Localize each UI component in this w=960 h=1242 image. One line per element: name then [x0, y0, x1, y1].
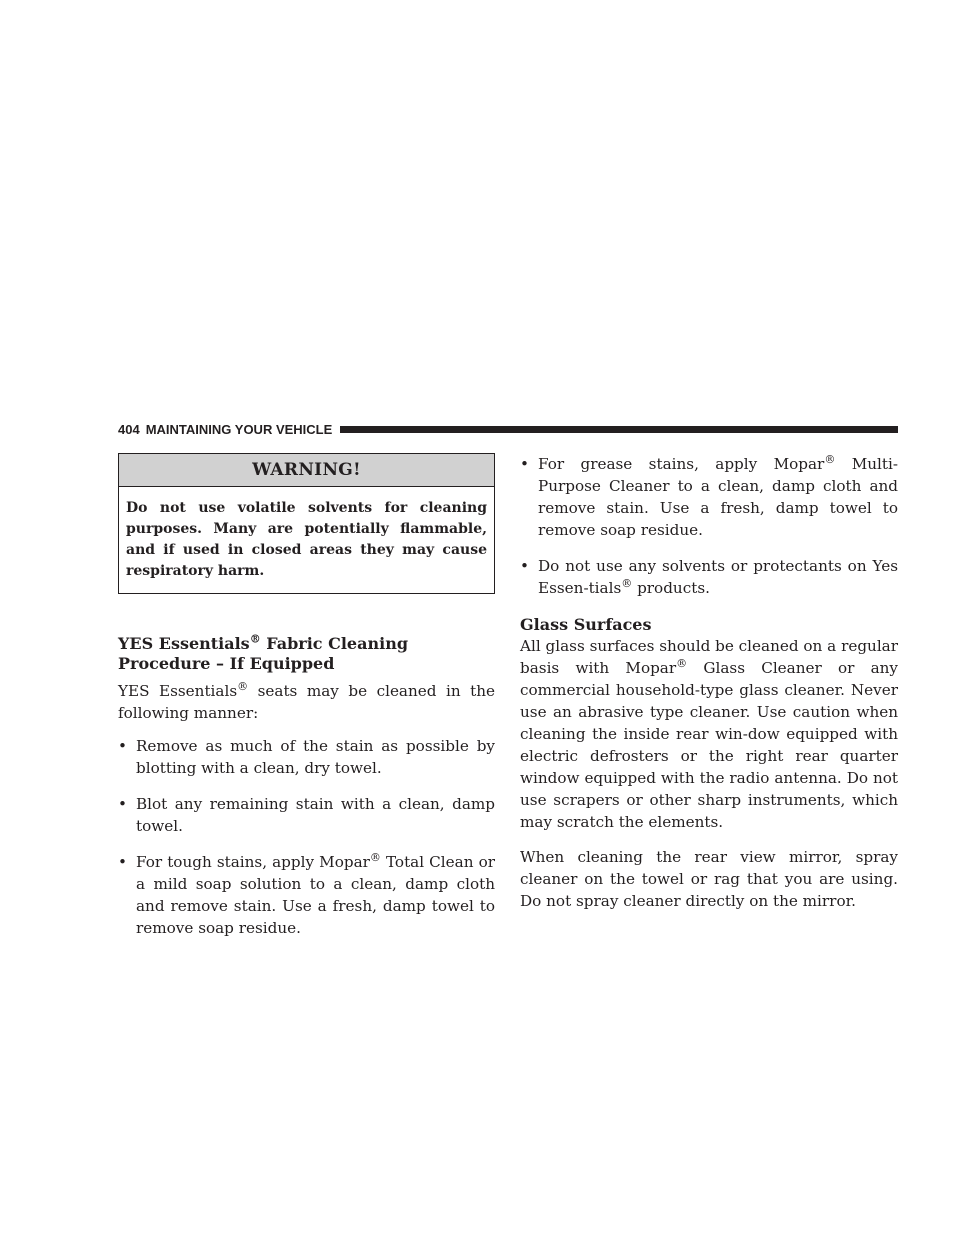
header-rule	[340, 426, 898, 433]
page-header	[118, 418, 898, 440]
bullet-text: Remove as much of the stain as possible by blotting with a clean, dry towel.	[136, 737, 495, 777]
glass-surfaces-heading: Glass Surfaces	[520, 615, 652, 634]
registered-mark: ®	[369, 850, 381, 864]
bullet-text: For grease stains, apply Mopar® Multi-Purpose Cleaner to a clean, damp cloth and remove stain. Use a fresh, damp towel to remove soap residue.	[538, 452, 898, 539]
bullet-mark: •	[520, 557, 529, 575]
bullet-mark: •	[118, 737, 127, 755]
bullet-text: For tough stains, apply Mopar® Total Clean or a mild soap solution to a clean, damp cloth and remove stain. Use a fresh, damp towel to remove soap residue.	[136, 850, 495, 937]
registered-mark: ®	[237, 679, 249, 693]
list-item	[118, 851, 495, 939]
yes-essentials-intro: YES Essentials® seats may be cleaned in the following manner:	[118, 679, 495, 722]
mirror-cleaning-paragraph: When cleaning the rear view mirror, spray cleaner on the towel or rag that you are using. Do not spray cleaner directly on the mirror.	[520, 848, 898, 910]
list-item	[520, 453, 898, 541]
warning-text: Do not use volatile solvents for cleaning purposes. Many are potentially flammable, and if used in closed areas they may cause respiratory harm.	[126, 500, 487, 579]
registered-mark: ®	[621, 576, 633, 590]
registered-mark: ®	[824, 452, 836, 466]
registered-mark: ®	[249, 632, 261, 646]
bullet-text: Blot any remaining stain with a clean, damp towel.	[136, 795, 495, 835]
warning-title: WARNING!	[119, 454, 494, 487]
yes-essentials-heading: YES Essentials® Fabric Cleaning Procedure – If Equipped	[118, 632, 409, 673]
page-number: 404	[118, 421, 140, 437]
right-column	[520, 453, 898, 912]
bullet-mark: •	[520, 455, 529, 473]
bullet-mark: •	[118, 853, 127, 871]
left-column	[118, 453, 495, 939]
list-item	[520, 555, 898, 599]
warning-box	[118, 453, 495, 594]
list-item	[118, 735, 495, 779]
registered-mark: ®	[676, 656, 688, 670]
bullet-mark: •	[118, 795, 127, 813]
bullet-text: Do not use any solvents or protectants on Yes Essen-tials® products.	[538, 557, 898, 597]
section-title: MAINTAINING YOUR VEHICLE	[145, 421, 333, 437]
glass-surfaces-paragraph: All glass surfaces should be cleaned on a regular basis with Mopar® Glass Cleaner or any commercial household-type glass cleaner. Never use an abrasive type cleaner. Use caution when cleaning the inside rear win-dow equipped with electric defrosters or the right rear quarter window equipped with the radio antenna. Do not use scrapers or other sharp instruments, which may scratch the elements.	[520, 637, 899, 831]
list-item	[118, 793, 495, 837]
